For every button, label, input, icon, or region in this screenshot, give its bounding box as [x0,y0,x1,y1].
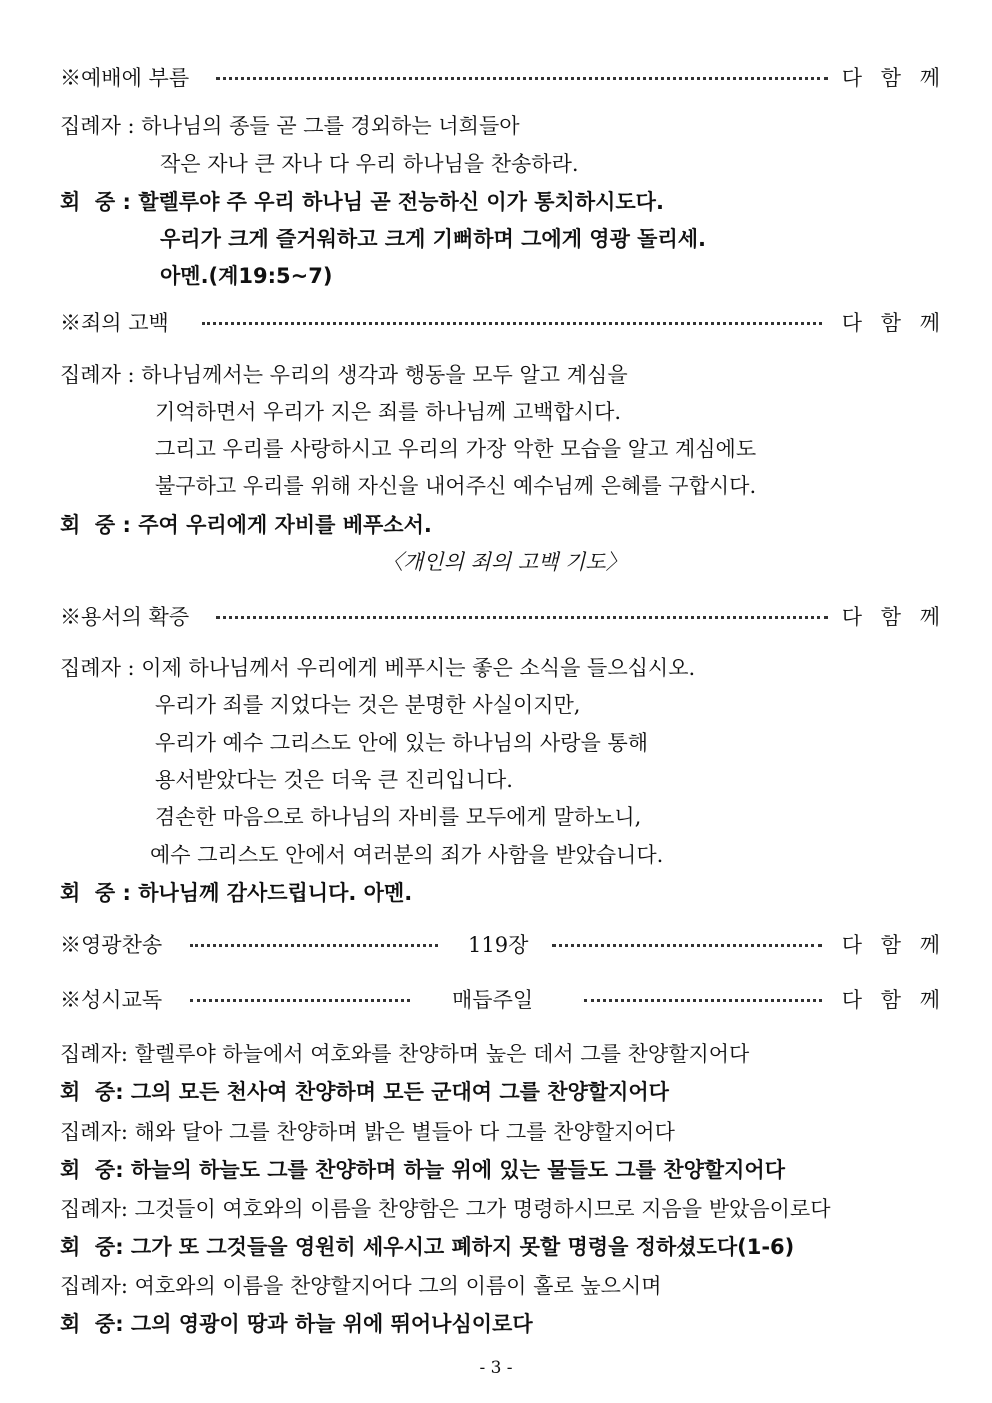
leader-dots [190,999,410,1002]
congregation-line: 회 중: 그가 또 그것들을 영원히 세우시고 폐하지 못할 명령을 정하셨도다(1-6) [60,1235,795,1259]
leader-line: 집례자 : 하나님께서는 우리의 생각과 행동을 모두 알고 계심을 [60,363,628,387]
section-title: ※예배에 부름 [60,66,190,90]
leader-line-cont: 불구하고 우리를 위해 자신을 내어주신 예수님께 은혜를 구합시다. [155,474,757,498]
leader-line: 집례자: 할렐루야 하늘에서 여호와를 찬양하며 높은 데서 그를 찬양할지어다 [60,1042,750,1066]
leader-line-cont: 예수 그리스도 안에서 여러분의 죄가 사함을 받았습니다. [150,843,664,867]
scripture-reference: 아멘.(계19:5~7) [160,264,333,288]
reading-title: 매듭주일 [452,988,534,1012]
leader-line: 집례자: 그것들이 여호와의 이름을 찬양함은 그가 명령하시므로 지음을 받았음이로다 [60,1197,831,1221]
leader-dots [202,322,822,325]
congregation-line-cont: 우리가 크게 즐거워하고 크게 기뻐하며 그에게 영광 돌리세. [160,227,707,251]
leader-dots [216,77,828,80]
congregation-line: 회 중 : 할렐루야 주 우리 하나님 곧 전능하신 이가 통치하시도다. [60,190,664,214]
section-title: ※용서의 확증 [60,605,190,629]
leader-line-cont: 우리가 예수 그리스도 안에 있는 하나님의 사랑을 통해 [155,731,649,755]
congregation-line: 회 중: 그의 모든 천사여 찬양하며 모든 군대여 그를 찬양할지어다 [60,1080,669,1104]
leader-line: 집례자: 해와 달아 그를 찬양하며 밝은 별들아 다 그를 찬양할지어다 [60,1120,675,1144]
leader-line: 집례자 : 하나님의 종들 곧 그를 경외하는 너희들아 [60,114,520,138]
section-title: ※성시교독 [60,988,163,1012]
congregation-line: 회 중 : 주여 우리에게 자비를 베푸소서. [60,513,432,537]
section-participant: 다 함 께 [841,66,946,90]
leader-dots [190,944,438,947]
section-header-call [60,63,946,93]
leader-line-cont: 용서받았다는 것은 더욱 큰 진리입니다. [155,768,513,792]
section-header-gloria [60,930,946,960]
section-title: ※죄의 고백 [60,311,169,335]
prayer-instruction: 〈개인의 죄의 고백 기도〉 [382,550,627,574]
leader-line-cont: 우리가 죄를 지었다는 것은 분명한 사실이지만, [155,693,581,717]
section-header-assurance [60,602,946,632]
congregation-line: 회 중 : 하나님께 감사드립니다. 아멘. [60,881,413,905]
section-participant: 다 함 께 [841,605,946,629]
leader-dots [552,944,822,947]
congregation-line: 회 중: 하늘의 하늘도 그를 찬양하며 하늘 위에 있는 물들도 그를 찬양할지어다 [60,1158,785,1182]
page-number: - 3 - [479,1358,513,1378]
hymn-number: 119장 [468,933,529,957]
leader-dots [584,999,822,1002]
leader-line-cont: 겸손한 마음으로 하나님의 자비를 모두에게 말하노니, [155,805,642,829]
section-header-reading [60,985,946,1015]
leader-line-cont: 작은 자나 큰 자나 다 우리 하나님을 찬송하라. [160,152,579,176]
leader-line: 집례자: 여호와의 이름을 찬양할지어다 그의 이름이 홀로 높으시며 [60,1274,662,1298]
leader-line-cont: 그리고 우리를 사랑하시고 우리의 가장 악한 모습을 알고 계심에도 [155,437,757,461]
leader-line-cont: 기억하면서 우리가 지은 죄를 하나님께 고백합시다. [155,400,622,424]
congregation-line: 회 중: 그의 영광이 땅과 하늘 위에 뛰어나심이로다 [60,1312,533,1336]
section-participant: 다 함 께 [841,933,946,957]
section-participant: 다 함 께 [841,988,946,1012]
section-title: ※영광찬송 [60,933,163,957]
section-participant: 다 함 께 [841,311,946,335]
section-header-confession [60,308,946,338]
leader-line: 집례자 : 이제 하나님께서 우리에게 베푸시는 좋은 소식을 들으십시오. [60,656,696,680]
leader-dots [216,616,828,619]
